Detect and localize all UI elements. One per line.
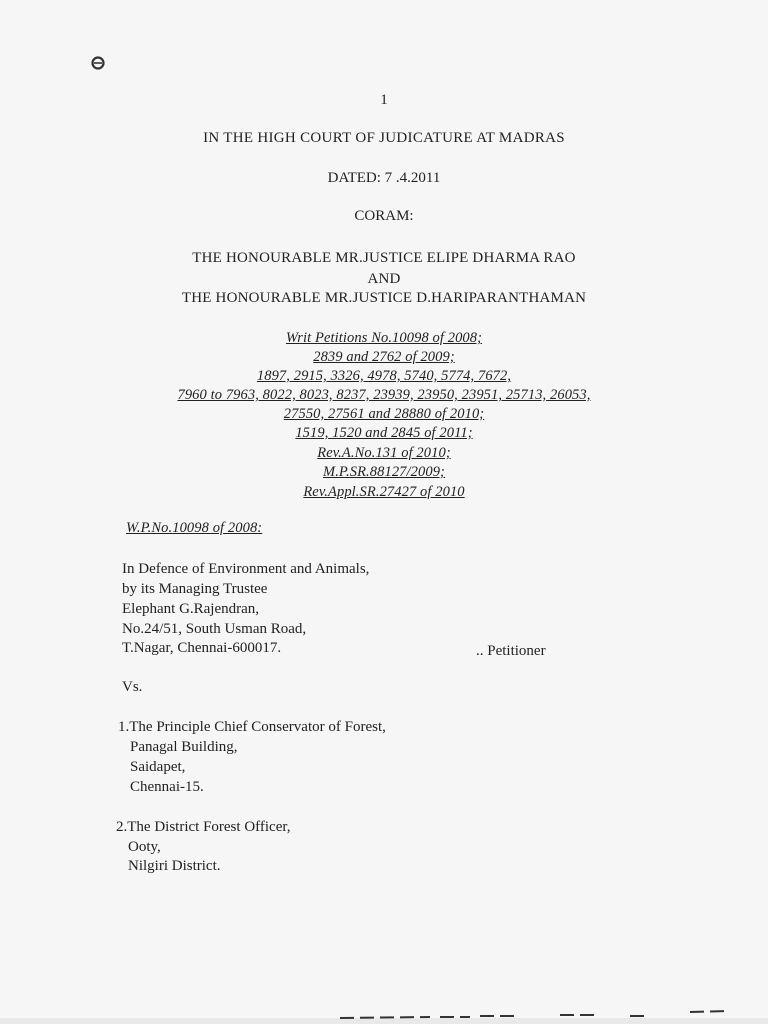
writ-petition-line: Writ Petitions No.10098 of 2008; — [285, 330, 483, 346]
writ-petition-line: 1897, 2915, 3326, 4978, 5740, 5774, 7672, — [256, 368, 512, 384]
respondent-1-address-line: Saidapet, — [130, 759, 186, 775]
petitioner-role: .. Petitioner — [476, 643, 546, 659]
dated-line: DATED: 7 .4.2011 — [327, 170, 441, 186]
coram-heading: CORAM: — [354, 208, 414, 224]
petitioner-line: by its Managing Trustee — [122, 581, 268, 597]
respondent-2-name: 2.The District Forest Officer, — [116, 819, 291, 835]
writ-petition-line: Rev.A.No.131 of 2010; — [317, 445, 451, 461]
scan-edge-dashes — [0, 996, 768, 1024]
writ-petition-line: 27550, 27561 and 28880 of 2010; — [283, 406, 485, 422]
respondent-2-address-line: Ooty, — [128, 839, 161, 855]
respondent-1-address-line: Chennai-15. — [130, 779, 204, 795]
respondent-1-name: 1.The Principle Chief Conservator of Forest, — [118, 719, 386, 735]
writ-petition-line: 7960 to 7963, 8022, 8023, 8237, 23939, 23950, 23951, 25713, 26053, — [177, 387, 591, 403]
wp-heading: W.P.No.10098 of 2008: — [126, 520, 263, 536]
respondent-1-address-line: Panagal Building, — [130, 739, 238, 755]
judge-1: THE HONOURABLE MR.JUSTICE ELIPE DHARMA RAO — [192, 250, 576, 266]
petitioner-line: Elephant G.Rajendran, — [122, 601, 260, 617]
writ-petition-line: 2839 and 2762 of 2009; — [313, 349, 455, 365]
petitioner-line: In Defence of Environment and Animals, — [122, 561, 370, 577]
page-number: 1 — [380, 92, 388, 108]
stamp-mark-icon — [88, 55, 108, 71]
judges-and: AND — [367, 271, 401, 287]
writ-petition-line: M.P.SR.88127/2009; — [323, 464, 445, 480]
petitioner-line: T.Nagar, Chennai-600017. — [122, 640, 282, 656]
writ-petition-line: 1519, 1520 and 2845 of 2011; — [295, 425, 473, 441]
judge-2: THE HONOURABLE MR.JUSTICE D.HARIPARANTHAMAN — [181, 290, 587, 306]
court-title: IN THE HIGH COURT OF JUDICATURE AT MADRAS — [203, 130, 565, 146]
writ-petition-line: Rev.Appl.SR.27427 of 2010 — [303, 484, 465, 500]
petitioner-line: No.24/51, South Usman Road, — [122, 621, 307, 637]
respondent-2-address-line: Nilgiri District. — [128, 858, 221, 874]
versus-label: Vs. — [122, 679, 143, 695]
